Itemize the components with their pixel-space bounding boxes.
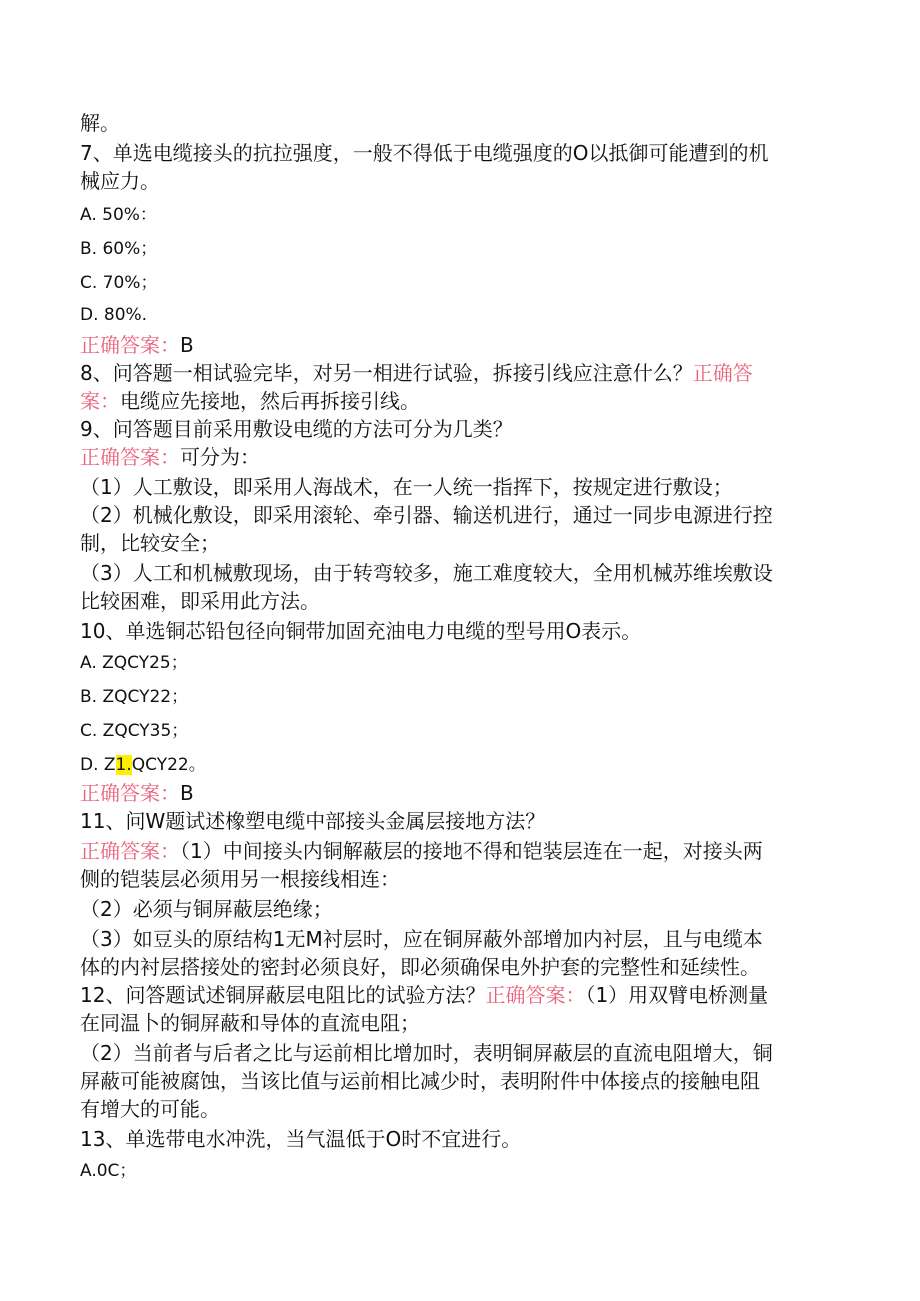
answer-label: 正确答案： [80, 781, 180, 805]
q12-answer-cont: 在同温卜的铜屏蔽和导体的直流电阻； [80, 1011, 420, 1035]
q7-option-d: D. 80%. [80, 305, 148, 325]
answer-label-cont: 案： [80, 389, 120, 413]
q7-option-c: C. 70%； [80, 273, 158, 293]
question-12-body: 12、问答题试述铜屏蔽层电阻比的试验方法？ [80, 983, 486, 1007]
q10-answer [80, 780, 194, 806]
q9-point-1: （1）人工敷设，即采用人海战术，在一人统一指挥下，按规定进行敷设； [80, 475, 733, 499]
q7-answer [80, 332, 194, 358]
question-8-text [80, 360, 753, 386]
question-7-text: 7、单选电缆接头的抗拉强度，一般不得低于电缆强度的O以抵御可能遭到的机 [80, 141, 769, 165]
q10-option-d [80, 752, 206, 778]
answer-label: 正确答 [692, 361, 753, 385]
q11-point-1-cont: 侧的铠装层必须用另一根接线相连： [80, 867, 400, 891]
q12-point-2-cont2: 有增大的可能。 [80, 1097, 220, 1121]
question-12-text [80, 982, 768, 1008]
q9-point-2: （2）机械化敷设，即采用滚轮、牵引器、输送机进行，通过一同步电源进行控 [80, 503, 773, 527]
q11-point-3-cont: 体的内衬层搭接处的密封必须良好，即必须确保电外护套的完整性和延续性。 [80, 955, 760, 979]
text-line: 解。 [80, 111, 120, 135]
question-8-body: 8、问答题一相试验完毕，对另一相进行试验，拆接引线应注意什么？ [80, 361, 693, 385]
answer-text: 可分为： [180, 445, 260, 469]
q9-point-3-cont: 比较困难，即采用此方法。 [80, 589, 320, 613]
q12-point-2: （2）当前者与后者之比与运前相比增加时，表明铜屏蔽层的直流电阻增大，铜 [80, 1041, 773, 1065]
question-7-text-cont: 械应力。 [80, 169, 160, 193]
q11-point-3: （3）如豆头的原结构1无M衬层时，应在铜屏蔽外部增加内衬层，且与电缆本 [80, 927, 763, 951]
q10-option-b: B. ZQCY22； [80, 687, 189, 707]
q12-point-2-cont: 屏蔽可能被腐蚀，当该比值与运前相比减少时，表明附件中体接点的接触电阻 [80, 1069, 760, 1093]
option-d-prefix: D. Z [80, 755, 116, 775]
answer-label: 正确答案： [80, 839, 180, 863]
question-9-text: 9、问答题目前采用敷设电缆的方法可分为几类？ [80, 417, 513, 441]
answer-value: B [180, 333, 194, 357]
answer-label: 正确答案： [80, 445, 180, 469]
q7-option-a: A. 50%： [80, 205, 157, 225]
answer-label: 正确答案： [80, 333, 180, 357]
highlighted-text: 1. [115, 755, 132, 775]
question-10-text: 10、单选铜芯铅包径向铜带加固充油电力电缆的型号用O表示。 [80, 619, 642, 643]
q10-option-c: C. ZQCY35； [80, 721, 189, 741]
q8-answer [80, 388, 420, 414]
q10-option-a: A. ZQCY25； [80, 653, 188, 673]
answer-text: （1）中间接头内铜解蔽层的接地不得和铠装层连在一起，对接头两 [180, 839, 763, 863]
option-d-suffix: QCY22。 [131, 755, 206, 775]
question-11-text: 11、问W题试述橡塑电缆中部接头金属层接地方法？ [80, 809, 546, 833]
q7-option-b: B. 60%； [80, 239, 158, 259]
q9-point-3: （3）人工和机械敷现场，由于转弯较多，施工难度较大，全用机械苏维埃敷设 [80, 561, 773, 585]
q11-answer [80, 838, 763, 864]
answer-text: 电缆应先接地，然后再拆接引线。 [120, 389, 420, 413]
question-13-text: 13、单选带电水冲洗，当气温低于O时不宜进行。 [80, 1127, 522, 1151]
answer-value: B [180, 781, 194, 805]
q9-answer [80, 444, 260, 470]
q13-option-a: A.0C； [80, 1161, 137, 1181]
q9-point-2-cont: 制，比较安全； [80, 531, 220, 555]
q11-point-2: （2）必须与铜屏蔽层绝缘； [80, 897, 333, 921]
answer-label: 正确答案： [485, 983, 586, 1007]
answer-text: （1）用双臂电桥测量 [585, 983, 769, 1007]
